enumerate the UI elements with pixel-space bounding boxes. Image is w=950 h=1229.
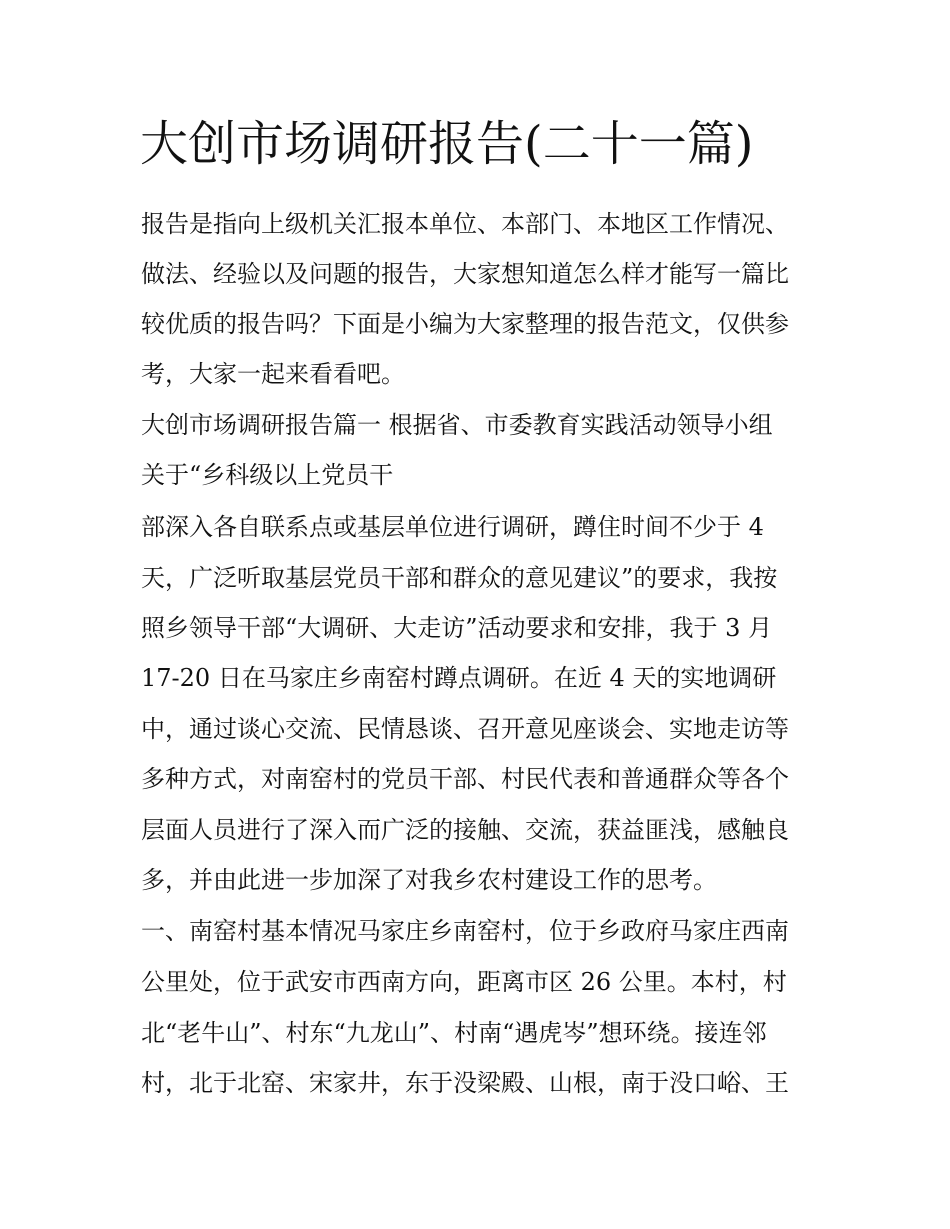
paragraph-line-3: 较优质的报告吗？下面是小编为大家整理的报告范文，仅供参 xyxy=(141,310,789,338)
paragraph-line-2: 做法、经验以及问题的报告，大家想知道怎么样才能写一篇比 xyxy=(141,260,789,288)
paragraph-line-4: 考，大家一起来看看吧。 xyxy=(141,360,405,388)
paragraph-line-16: 公里处，位于武安市西南方向，距离市区 26 公里。本村，村 xyxy=(141,968,787,996)
paragraph-line-9: 照乡领导干部“大调研、大走访”活动要求和安排，我于 3 月 xyxy=(141,614,773,642)
paragraph-line-15: 一、南窑村基本情况马家庄乡南窑村，位于乡政府马家庄西南 xyxy=(141,917,789,945)
paragraph-line-6: 关于“乡科级以上党员干 xyxy=(141,461,394,489)
paragraph-line-10: 17-20 日在马家庄乡南窑村蹲点调研。在近 4 天的实地调研 xyxy=(141,664,777,692)
paragraph-line-1: 报告是指向上级机关汇报本单位、本部门、本地区工作情况、 xyxy=(141,210,789,238)
paragraph-line-7: 部深入各自联系点或基层单位进行调研，蹲住时间不少于 4 xyxy=(141,513,764,541)
paragraph-line-18: 村，北于北窑、宋家井，东于没梁殿、山根，南于没口峪、王 xyxy=(141,1069,789,1097)
paragraph-line-14: 多，并由此进一步加深了对我乡农村建设工作的思考。 xyxy=(141,866,717,894)
paragraph-line-13: 层面人员进行了深入而广泛的接触、交流，获益匪浅，感触良 xyxy=(141,816,789,844)
paragraph-line-5: 大创市场调研报告篇一 根据省、市委教育实践活动领导小组 xyxy=(141,411,773,439)
document-title: 大创市场调研报告(二十一篇) xyxy=(140,116,754,172)
paragraph-line-8: 天，广泛听取基层党员干部和群众的意见建议”的要求，我按 xyxy=(141,564,778,592)
paragraph-line-11: 中，通过谈心交流、民情恳谈、召开意见座谈会、实地走访等 xyxy=(141,715,789,743)
paragraph-line-12: 多种方式，对南窑村的党员干部、村民代表和普通群众等各个 xyxy=(141,765,789,793)
paragraph-line-17: 北“老牛山”、村东“九龙山”、村南“遇虎岑”想环绕。接连邻 xyxy=(141,1019,767,1047)
